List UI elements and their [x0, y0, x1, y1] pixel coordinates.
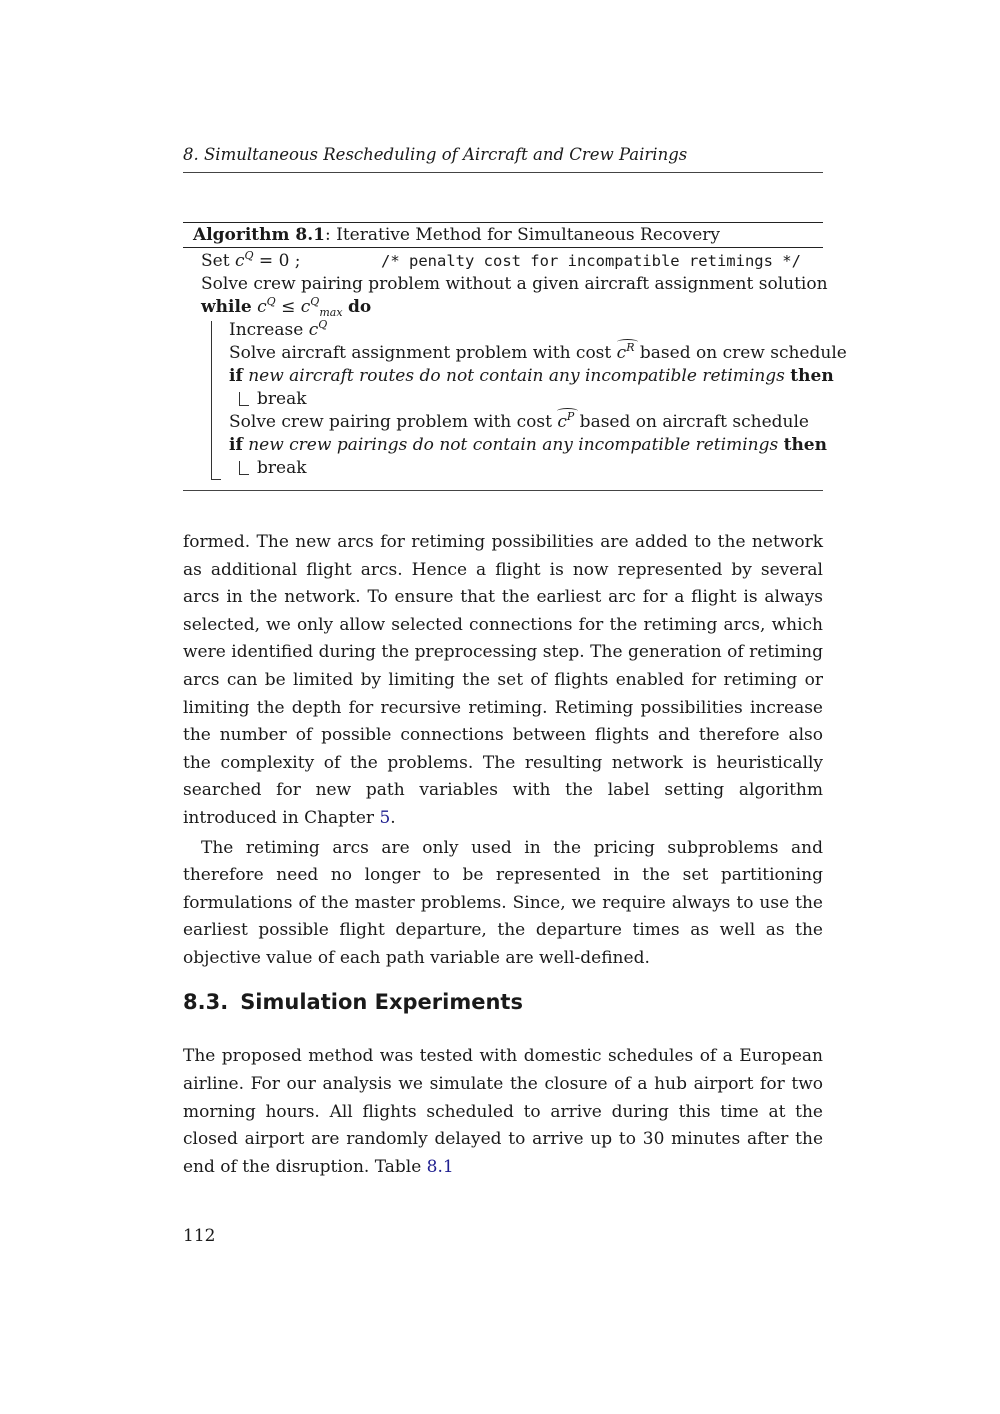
math-var: c	[234, 251, 245, 271]
algorithm-label: Algorithm 8.1	[193, 225, 325, 245]
paragraph-2: The retiming arcs are only used in the pricing subproblems and therefore need no longer to be represented in the set partitioning formulations of the master problems. Since, we require always to use the earliest possible flight departure, the departure times as well as the objective value of each path variable are well-defined.	[183, 837, 823, 968]
algo-condition: new aircraft routes do not contain any incompatible retimings	[248, 366, 785, 386]
loop-bar	[211, 321, 212, 480]
algo-line-break1	[229, 388, 823, 411]
math-var: c	[557, 412, 567, 432]
algo-line-set	[201, 250, 823, 273]
section-number: 8.3.	[183, 990, 229, 1014]
math-sup: R	[626, 341, 635, 354]
page	[183, 0, 847, 1414]
math-var: c	[616, 343, 627, 363]
math-sup: P	[566, 410, 575, 423]
paragraph-1	[183, 529, 823, 833]
keyword-while: while	[201, 297, 252, 317]
math-var: c	[257, 297, 267, 317]
section-title: Simulation Experiments	[240, 990, 523, 1014]
paragraph-text: .	[390, 807, 396, 828]
algo-line-solve-crew	[229, 411, 823, 434]
keyword-if: if	[229, 435, 243, 455]
body-text-upper	[183, 529, 823, 973]
section-heading	[183, 990, 823, 1014]
keyword-do: do	[347, 297, 372, 317]
math-op: ≤	[275, 297, 301, 317]
running-header: 8. Simultaneous Rescheduling of Aircraft and Crew Pairings	[183, 145, 823, 173]
algo-comment: /* penalty cost for incompatible retimings */	[381, 252, 801, 270]
math-var: c	[300, 297, 311, 317]
algo-line-increase	[229, 319, 823, 342]
chapter-ref-link[interactable]: 5	[379, 807, 391, 828]
math-sup: Q	[310, 295, 320, 308]
table-ref-link[interactable]: 8.1	[426, 1157, 454, 1178]
paragraph-text: formed. The new arcs for retiming possibilities are added to the network as additional flight arcs. Hence a flight is now represented by several arcs in the network. To ensure that the earliest arc for a flight is always selected, we only allow selected connections for the retiming arcs, which were identified during the preprocessing step. The generation of retiming arcs can be limited by limiting the set of flights enabled for retiming or limiting the depth for recursive retiming. Retiming possibilities increase the number of possible connections between flights and therefore also the complexity of the problems. The resulting network is heuristically searched for new path variables with the label setting algorithm introduced in Chapter	[183, 532, 823, 828]
while-block	[201, 318, 847, 480]
algo-line-if1	[229, 365, 834, 388]
paragraph-3	[183, 1043, 823, 1182]
algo-text: based on crew schedule	[634, 343, 847, 363]
algorithm-body	[183, 248, 847, 491]
math-sup: Q	[318, 318, 328, 331]
keyword-then: then	[790, 366, 834, 386]
algorithm-title: : Iterative Method for Simultaneous Recovery	[324, 225, 721, 245]
algo-line-break2	[229, 457, 823, 480]
algo-text: Set	[201, 251, 235, 271]
algo-line-solve-aircraft	[229, 341, 847, 365]
algo-text: based on aircraft schedule	[574, 412, 809, 432]
algo-text: Solve crew pairing problem with cost	[229, 412, 558, 432]
algo-text: Increase	[229, 320, 309, 340]
algo-line-while	[201, 296, 823, 319]
algo-text: = 0 ;	[253, 251, 301, 271]
algo-line-solve-crew-initial: Solve crew pairing problem without a given aircraft assignment solution	[201, 274, 828, 294]
page-number: 112	[183, 1226, 216, 1246]
body-text-lower	[183, 1043, 823, 1182]
algo-condition: new crew pairings do not contain any incompatible retimings	[248, 435, 779, 455]
loop-foot	[211, 479, 221, 480]
math-var: c	[308, 320, 319, 340]
math-hat	[617, 342, 635, 365]
algorithm-caption	[183, 222, 823, 248]
algorithm-box	[183, 222, 847, 491]
algo-text: Solve aircraft assignment problem with cost	[229, 343, 617, 363]
math-sub: max	[319, 306, 343, 319]
paragraph-text: The proposed method was tested with domestic schedules of a European airline. For our analysis we simulate the closure of a hub airport for two morning hours. All flights scheduled to arrive during this time at the closed airport are randomly delayed to arrive up to 30 minutes after the end of the disruption. Table	[183, 1046, 823, 1178]
break-text: break	[257, 458, 307, 478]
algo-line-if2	[229, 434, 827, 457]
keyword-then: then	[783, 435, 827, 455]
break-bracket	[239, 392, 249, 406]
break-text: break	[257, 389, 307, 409]
keyword-if: if	[229, 366, 243, 386]
math-sup: Q	[244, 249, 254, 262]
break-bracket	[239, 461, 249, 475]
math-hat	[557, 411, 574, 434]
math-sup: Q	[266, 295, 276, 308]
